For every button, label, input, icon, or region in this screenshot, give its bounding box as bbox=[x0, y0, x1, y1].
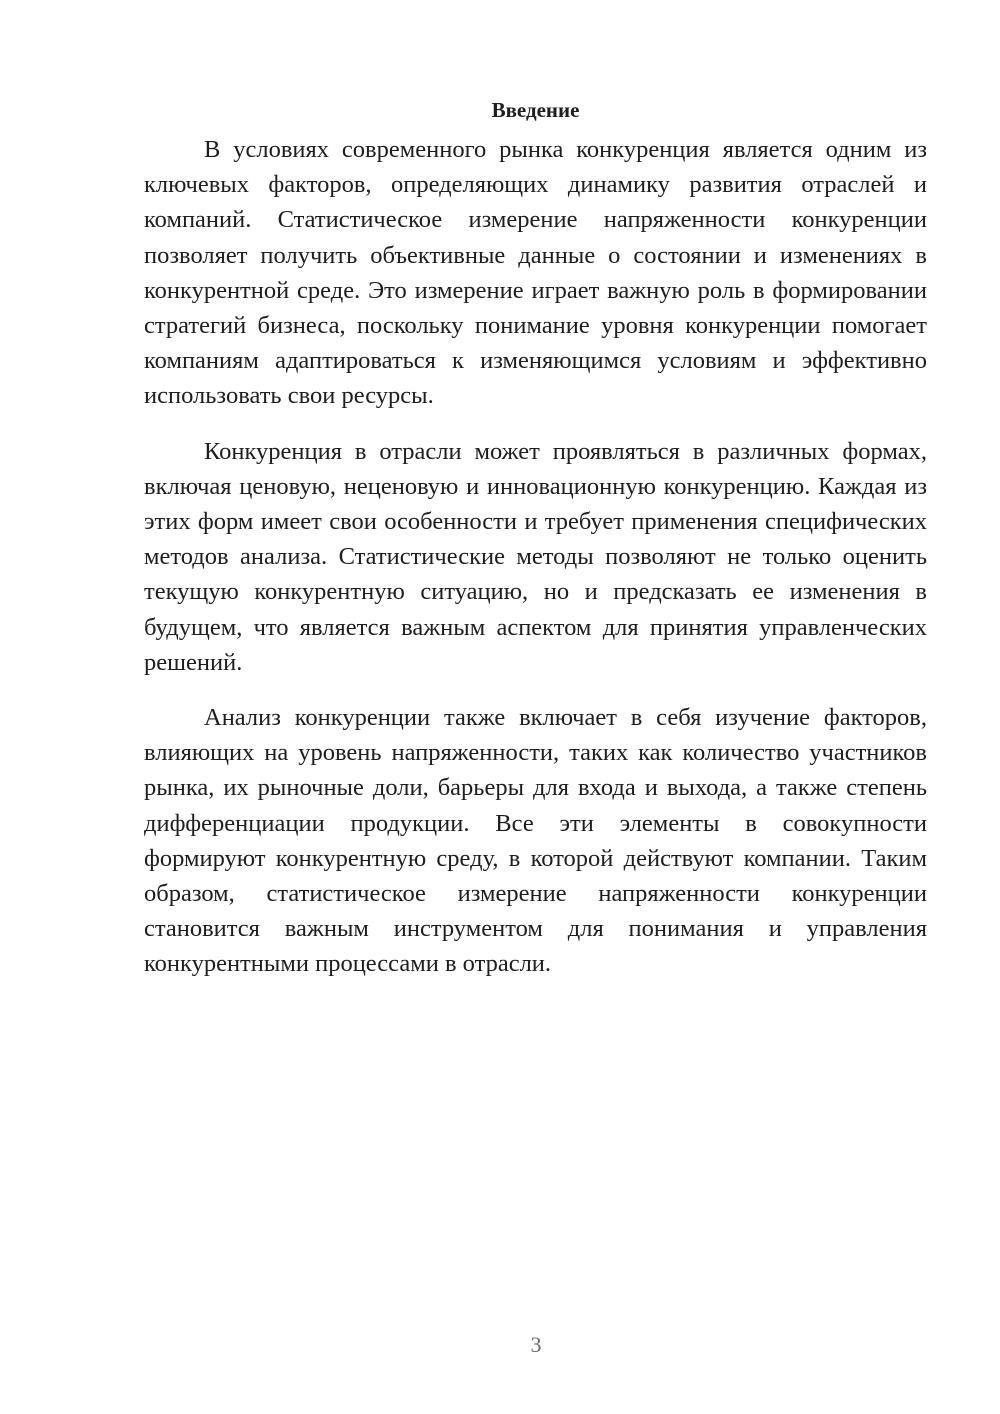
section-title: Введение bbox=[491, 98, 580, 122]
page-content bbox=[144, 92, 927, 1002]
paragraph-3: Анализ конкуренции также включает в себя изучение факторов, влияющих на уровень напряженности, таких как количество участников рынка, их рыночные доли, барьеры для входа и выхода, а также степень дифференциации продукции. Все эти элементы в совокупности формируют конкурентную среду, в которой действуют компании. Таким образом, статистическое измерение напряженности конкуренции становится важным инструментом для понимания и управления конкурентными процессами в отрасли. bbox=[144, 704, 927, 978]
paragraph-2: Конкуренция в отрасли может проявляться в различных формах, включая ценовую, неценовую и инновационную конкуренцию. Каждая из этих форм имеет свои особенности и требует применения специфических методов анализа. Статистические методы позволяют не только оценить текущую конкурентную ситуацию, но и предсказать ее изменения в будущем, что является важным аспектом для принятия управленческих решений. bbox=[144, 437, 927, 676]
paragraph-1: В условиях современного рынка конкуренция является одним из ключевых факторов, определяющих динамику развития отраслей и компаний. Статистическое измерение напряженности конкуренции позволяет получить объективные данные о состоянии и изменениях в конкурентной среде. Это измерение играет важную роль в формировании стратегий бизнеса, поскольку понимание уровня конкуренции помогает компаниям адаптироваться к изменяющимся условиям и эффективно использовать свои ресурсы. bbox=[144, 136, 927, 410]
page-number: 3 bbox=[530, 1332, 542, 1357]
